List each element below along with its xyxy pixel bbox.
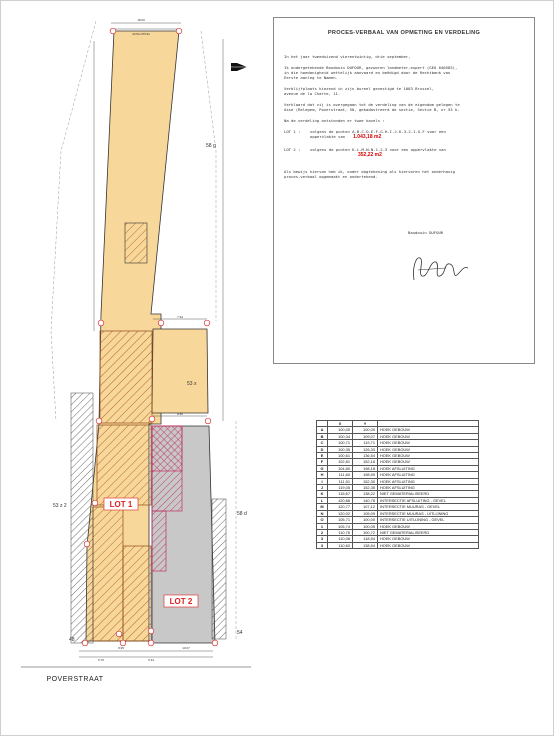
- lot1-area-value: 1.043,18 m2: [353, 134, 382, 140]
- coord-point: 2: [317, 529, 328, 535]
- svg-text:7.94: 7.94: [177, 315, 183, 319]
- coord-x: 118,67: [328, 491, 353, 497]
- coord-description: INTERSECTIE MUURAS - GEVEL: [378, 504, 479, 510]
- coord-y: 118,54: [353, 536, 378, 542]
- svg-text:LOT 2: LOT 2: [169, 597, 193, 606]
- coord-point: L: [317, 497, 328, 503]
- coord-description: HOEK AFSLUITING: [378, 465, 479, 471]
- coord-description: HOEK GEBOUW: [378, 542, 479, 548]
- coord-y: 136,54: [353, 453, 378, 459]
- coord-y: 198,59: [353, 472, 378, 478]
- coord-point: A: [317, 427, 328, 433]
- parcel-48-label: 48: [69, 637, 75, 643]
- coord-y: 100,00: [353, 517, 378, 523]
- coord-point: E: [317, 453, 328, 459]
- coord-y: 152,35: [353, 485, 378, 491]
- parcel-53z2-label: 53 z 2: [53, 503, 67, 509]
- coord-point: H: [317, 472, 328, 478]
- svg-text:AFSLUITING: AFSLUITING: [132, 32, 150, 36]
- coordinates-table: [316, 420, 479, 549]
- coord-point: K: [317, 491, 328, 497]
- lot1-desc-text: volgens de punten A-B-C-D-E-F-G-H-I-J-K-3-2-1-G-F voor een oppervlakte van: [310, 129, 446, 139]
- lot1-description: [284, 129, 524, 140]
- coord-y: 109,07: [353, 433, 378, 439]
- coord-x: 110,60: [328, 542, 353, 548]
- coord-description: HOEK AFSLUITING: [378, 472, 479, 478]
- svg-text:5.70: 5.70: [98, 658, 104, 662]
- coord-point: 3: [317, 542, 328, 548]
- coord-x: 120,86: [328, 497, 353, 503]
- coord-description: HOEK AFSLUITING: [378, 485, 479, 491]
- coord-y: 100,72: [353, 529, 378, 535]
- pv-paragraph-3: Verblijfplaats kiezend in zijn bureel gevestigd te 1083 Brussel, avenue de la Charte, 11.: [284, 86, 434, 96]
- coord-x: 105,71: [328, 517, 353, 523]
- coord-x: 100,35: [328, 446, 353, 452]
- lot2-desc-text: volgens de punten K-L-M-N-N-1-2-3 voor een oppervlakte van: [310, 147, 446, 152]
- pv-title: PROCES-VERBAAL VAN OPMETING EN VERDELING: [327, 30, 481, 36]
- coord-y: 138,22: [353, 491, 378, 497]
- coord-y: 126,33: [353, 446, 378, 452]
- coord-x: 100,61: [328, 453, 353, 459]
- signer-name: Baudouin DUFOUR: [408, 230, 444, 235]
- svg-text:5.44: 5.44: [148, 658, 154, 662]
- coord-description: HOEK GEBOUW: [378, 523, 479, 529]
- coord-point: J: [317, 485, 328, 491]
- coord-point: N: [317, 510, 328, 516]
- coord-y: 119,71: [353, 440, 378, 446]
- coord-x: 102,81: [328, 459, 353, 465]
- coord-y: 100,05: [353, 523, 378, 529]
- coord-x: 119,05: [328, 485, 353, 491]
- coord-y: 198,18: [353, 465, 378, 471]
- parcel-54-label: 54: [237, 630, 243, 636]
- coord-point: G: [317, 465, 328, 471]
- coord-description: INTERSECTIE AFSLUITING - GEVEL: [378, 497, 479, 503]
- parcel-53x-label: 53 x: [187, 381, 197, 387]
- lot2-area-value: 352,22 m2: [358, 152, 382, 158]
- table-row: [317, 542, 479, 548]
- pv-paragraph-1: In het jaar tweeduizend vierentwintig, drie september,: [284, 54, 411, 59]
- coord-header-y: Y: [353, 421, 378, 427]
- coord-description: HOEK GEBOUW: [378, 440, 479, 446]
- coord-description: INTERSECTIE MUURAS - UITLIJNING: [378, 510, 479, 516]
- coord-point: B: [317, 433, 328, 439]
- coord-point: D: [317, 446, 328, 452]
- coord-x: 110,76: [328, 529, 353, 535]
- coord-header-x: X: [328, 421, 353, 427]
- lot1-rear-area: [152, 329, 208, 413]
- coord-point: 3: [317, 536, 328, 542]
- coord-x: 110,06: [328, 536, 353, 542]
- svg-text:8.86: 8.86: [177, 412, 183, 416]
- pv-paragraph-2: Ik ondergetekende Baudouin DUFOUR, gezworen landmeter-expert (GEO 040583), in die hoedanigheid wettelijk aanvaard en beëdigd door de Rechtbank van Eerste aanleg te Namen.: [284, 65, 458, 80]
- coord-point: O: [317, 517, 328, 523]
- svg-text:8.95: 8.95: [118, 646, 124, 650]
- coord-description: NIET GEMATERIALISEERD: [378, 491, 479, 497]
- coord-x: 111,51: [328, 478, 353, 484]
- coord-x: 111,60: [328, 472, 353, 478]
- parcel-58g-label: 58 g: [206, 143, 216, 149]
- coord-description: HOEK GEBOUW: [378, 427, 479, 433]
- svg-text:18.00: 18.00: [137, 18, 145, 22]
- coord-point: 1: [317, 523, 328, 529]
- coord-y: 152,16: [353, 459, 378, 465]
- coord-x: 120,02: [328, 510, 353, 516]
- coord-x: 100,34: [328, 433, 353, 439]
- coord-description: INTERSECTIE UITLIJNING - GEVEL: [378, 517, 479, 523]
- coord-description: HOEK GEBOUW: [378, 536, 479, 542]
- pv-paragraph-4: Verklaard dat zij is overgegaan tot de verdeling van de eigendom gelegen te Asse (Relegem, Poverstraat, 50, gekadastreerd de sectie, Sectie B, nr 53 k.: [284, 102, 460, 112]
- coord-description: HOEK GEBOUW: [378, 446, 479, 452]
- proces-verbaal-box: [273, 17, 535, 364]
- coordinates-body: [317, 427, 479, 549]
- site-plan: [1, 1, 271, 737]
- parcel-58d-label: 58 d: [237, 511, 247, 517]
- coord-point: I: [317, 478, 328, 484]
- lot1-desc-label: LOT 1 :: [284, 129, 301, 134]
- street-name: POVERSTRAAT: [46, 676, 104, 683]
- lot2-description: [284, 147, 524, 158]
- coord-point: F: [317, 459, 328, 465]
- coord-y: 107,12: [353, 504, 378, 510]
- coord-point: M: [317, 504, 328, 510]
- signature: [406, 250, 476, 288]
- lot1-buildings: [93, 331, 152, 641]
- coord-description: HOEK GEBOUW: [378, 453, 479, 459]
- coord-y: 138,54: [353, 542, 378, 548]
- coord-description: HOEK AFSLUITING: [378, 478, 479, 484]
- shed-outline: [125, 223, 147, 263]
- coord-y: 105,09: [353, 510, 378, 516]
- coord-description: HOEK GEBOUW: [378, 459, 479, 465]
- coord-x: 100,71: [328, 440, 353, 446]
- lot2-label: [164, 595, 198, 607]
- coord-description: NIET GEMATERIALISEERD: [378, 529, 479, 535]
- north-arrow-icon: [231, 63, 249, 71]
- coord-x: 120,77: [328, 504, 353, 510]
- coord-x: 100,00: [328, 427, 353, 433]
- svg-text:10.07: 10.07: [182, 646, 190, 650]
- coord-y: 100,00: [353, 427, 378, 433]
- pv-paragraph-5: Na de verdeling ontstonden er twee kavels :: [284, 118, 385, 123]
- coord-y: 140,78: [353, 497, 378, 503]
- coord-point: C: [317, 440, 328, 446]
- coord-x: 105,74: [328, 523, 353, 529]
- pv-paragraph-6: Als bewijs hiervan heb ik, onder dagtekening als hiervoren het onderhavig proces-verbaal opgemaakt en ondertekend.: [284, 169, 455, 179]
- lot2-desc-label: LOT 2 :: [284, 147, 301, 152]
- coord-description: HOEK GEBOUW: [378, 433, 479, 439]
- svg-text:LOT 1: LOT 1: [109, 500, 133, 509]
- lot1-label: [104, 498, 138, 510]
- coord-y: 152,30: [353, 478, 378, 484]
- coord-x: 104,80: [328, 465, 353, 471]
